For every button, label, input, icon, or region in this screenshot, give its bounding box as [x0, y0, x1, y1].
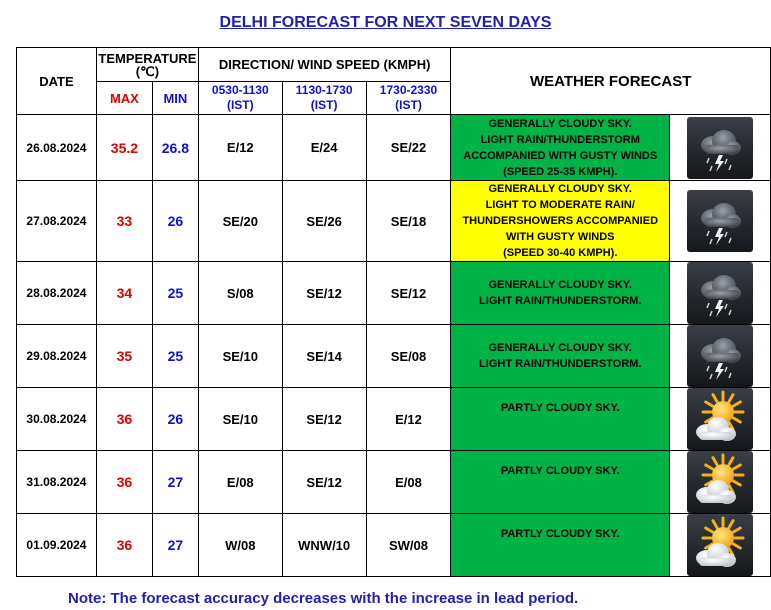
wind-slot-2-cell: SE/12: [282, 388, 366, 451]
slot-2-time: 1130-1730: [295, 83, 353, 97]
slot-1-ist: (IST): [226, 98, 254, 112]
forecast-line: ACCOMPANIED WITH GUSTY WINDS: [463, 149, 658, 162]
min-temp-cell: 27: [152, 451, 198, 514]
forecast-line: LIGHT RAIN/THUNDERSTORM: [480, 133, 640, 146]
forecast-row: [17, 325, 771, 388]
temperature-label: TEMPERATURE: [98, 50, 197, 66]
weather-icon-cell: [670, 115, 771, 181]
forecast-line: LIGHT TO MODERATE RAIN/: [485, 199, 635, 211]
weather-icon-cell: [670, 514, 771, 577]
wind-header: DIRECTION/ WIND SPEED (KMPH): [198, 48, 451, 82]
wind-slot-2-cell: SE/14: [282, 325, 366, 388]
forecast-table: [16, 47, 771, 577]
forecast-row: [17, 451, 771, 514]
wind-slot-3-cell: SE/08: [366, 325, 451, 388]
forecast-text-cell: [451, 451, 670, 514]
temperature-header: [96, 48, 198, 82]
forecast-row: [17, 514, 771, 577]
forecast-line: THUNDERSHOWERS ACCOMPANIED: [462, 215, 659, 227]
forecast-text-cell: [451, 115, 670, 181]
partly-cloudy-icon: [687, 514, 753, 576]
thunderstorm-icon: [687, 325, 753, 387]
weather-icon-cell: [670, 181, 771, 262]
wind-slot-2-cell: SE/26: [282, 181, 366, 262]
weather-icon-cell: [670, 262, 771, 325]
footer-note: Note: The forecast accuracy decreases with the increase in lead period.: [68, 590, 579, 607]
forecast-row: [17, 115, 771, 181]
weather-icon-cell: [670, 451, 771, 514]
max-temp-cell: 35: [96, 325, 152, 388]
date-cell: 28.08.2024: [17, 262, 97, 325]
page-title: DELHI FORECAST FOR NEXT SEVEN DAYS: [219, 14, 552, 31]
forecast-line: (SPEED 25-35 KMPH).: [503, 165, 618, 178]
slot-2-header: [282, 82, 366, 115]
wind-slot-1-cell: SE/20: [198, 181, 282, 262]
wind-slot-1-cell: S/08: [198, 262, 282, 325]
forecast-line: LIGHT RAIN/THUNDERSTORM.: [479, 358, 642, 370]
slot-2-ist: (IST): [310, 98, 338, 112]
forecast-text-cell: [451, 388, 670, 451]
forecast-line: GENERALLY CLOUDY SKY.: [488, 342, 632, 354]
forecast-line: PARTLY CLOUDY SKY.: [500, 402, 620, 414]
forecast-line: GENERALLY CLOUDY SKY.: [488, 183, 632, 195]
date-cell: 29.08.2024: [17, 325, 97, 388]
min-temp-cell: 25: [152, 325, 198, 388]
max-temp-cell: 36: [96, 514, 152, 577]
wind-slot-3-cell: E/08: [366, 451, 451, 514]
date-cell: 01.09.2024: [17, 514, 97, 577]
wind-slot-1-cell: SE/10: [198, 325, 282, 388]
forecast-text-cell: [451, 181, 670, 262]
forecast-text-cell: [451, 262, 670, 325]
wind-slot-1-cell: W/08: [198, 514, 282, 577]
min-temp-cell: 26: [152, 181, 198, 262]
slot-3-ist: (IST): [395, 98, 422, 112]
slot-1-header: [198, 82, 282, 115]
date-cell: 27.08.2024: [17, 181, 97, 262]
wind-slot-1-cell: E/12: [198, 115, 282, 181]
max-temp-cell: 36: [96, 388, 152, 451]
min-header: MIN: [152, 82, 198, 115]
wind-slot-3-cell: SW/08: [366, 514, 451, 577]
thunderstorm-icon: [687, 262, 753, 324]
partly-cloudy-icon: [687, 451, 753, 513]
wind-slot-1-cell: E/08: [198, 451, 282, 514]
wind-slot-3-cell: SE/18: [366, 181, 451, 262]
weather-icon-cell: [670, 388, 771, 451]
wind-slot-2-cell: SE/12: [282, 262, 366, 325]
wind-slot-2-cell: WNW/10: [282, 514, 366, 577]
forecast-row: [17, 388, 771, 451]
thunderstorm-icon: [687, 117, 753, 179]
forecast-row: [17, 262, 771, 325]
max-temp-cell: 33: [96, 181, 152, 262]
forecast-text-cell: [451, 514, 670, 577]
forecast-line: (SPEED 30-40 KMPH).: [503, 247, 618, 259]
min-temp-cell: 25: [152, 262, 198, 325]
header-row-1: [17, 48, 771, 82]
date-cell: 26.08.2024: [17, 115, 97, 181]
forecast-line: LIGHT RAIN/THUNDERSTORM.: [479, 295, 642, 307]
partly-cloudy-icon: [687, 388, 753, 450]
wind-slot-3-cell: SE/22: [366, 115, 451, 181]
forecast-line: PARTLY CLOUDY SKY.: [500, 528, 620, 540]
forecast-line: GENERALLY CLOUDY SKY.: [488, 279, 632, 291]
wind-slot-1-cell: SE/10: [198, 388, 282, 451]
max-temp-cell: 34: [96, 262, 152, 325]
forecast-line: GENERALLY CLOUDY SKY.: [488, 117, 632, 130]
forecast-line: PARTLY CLOUDY SKY.: [500, 465, 620, 477]
forecast-line: WITH GUSTY WINDS: [505, 231, 615, 243]
forecast-row: [17, 181, 771, 262]
max-header: MAX: [96, 82, 152, 115]
wind-slot-2-cell: E/24: [282, 115, 366, 181]
weather-forecast-header: WEATHER FORECAST: [451, 48, 771, 115]
weather-icon-cell: [670, 325, 771, 388]
slot-1-time: 0530-1130: [211, 83, 269, 97]
date-cell: 30.08.2024: [17, 388, 97, 451]
date-cell: 31.08.2024: [17, 451, 97, 514]
min-temp-cell: 26.8: [152, 115, 198, 181]
wind-slot-3-cell: SE/12: [366, 262, 451, 325]
min-temp-cell: 27: [152, 514, 198, 577]
thunderstorm-icon: [687, 190, 753, 252]
wind-slot-2-cell: SE/12: [282, 451, 366, 514]
forecast-text-cell: [451, 325, 670, 388]
date-header: DATE: [17, 48, 97, 115]
min-temp-cell: 26: [152, 388, 198, 451]
slot-3-time: 1730-2330: [379, 83, 438, 97]
wind-slot-3-cell: E/12: [366, 388, 451, 451]
slot-3-header: [366, 82, 451, 115]
temperature-unit: (℃): [135, 63, 160, 79]
max-temp-cell: 35.2: [96, 115, 152, 181]
max-temp-cell: 36: [96, 451, 152, 514]
